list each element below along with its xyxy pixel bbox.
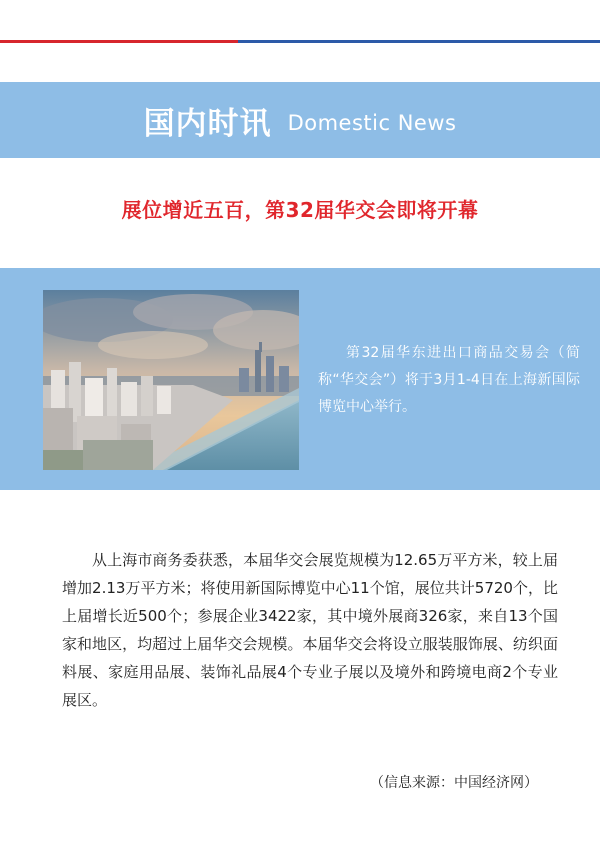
section-title-en: Domestic News (287, 111, 457, 135)
article-headline: 展位增近五百，第32届华交会即将开幕 (121, 198, 479, 222)
section-title-cn: 国内时讯 (143, 105, 272, 142)
top-rule-red (0, 40, 238, 43)
top-rule-blue (238, 40, 600, 43)
article-body: 从上海市商务委获悉，本届华交会展览规模为12.65万平方米，较上届增加2.13万平方米；将使用新国际博览中心11个馆，展位共计5720个，比上届增长近500个；参展企业3422家，其中境外展商326家，来自13个国家和地区，均超过上届华交会规模。本届华交会将设立服装服饰展、纺织面料展、家庭用品展、装饰礼品展4个专业子展以及境外和跨境电商2个专业展区。 (62, 551, 558, 709)
intro-paragraph: 第32届华东进出口商品交易会（简称“华交会”）将于3月1-4日在上海新国际博览中心举行。 (318, 345, 580, 415)
section-banner (0, 82, 600, 158)
source-credit: （信息来源：中国经济网） (370, 775, 538, 791)
shanghai-skyline-photo (43, 290, 299, 470)
